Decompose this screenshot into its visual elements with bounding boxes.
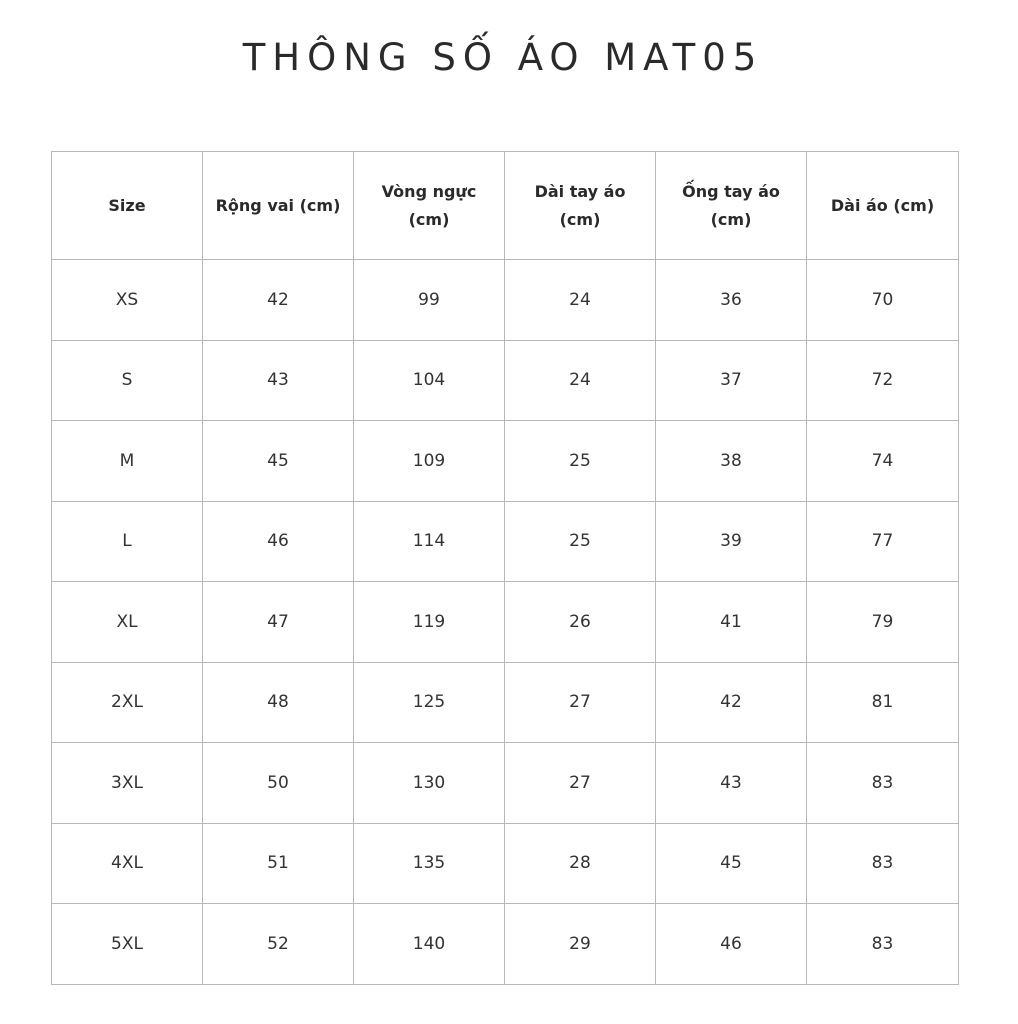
size-chart-table <box>51 151 959 985</box>
cell-shoulder-width: 50 <box>203 743 354 824</box>
table-row <box>52 340 959 421</box>
cell-shirt-length: 81 <box>807 662 959 743</box>
cell-sleeve-length: 26 <box>505 582 656 663</box>
table-row <box>52 421 959 502</box>
cell-chest: 125 <box>354 662 505 743</box>
cell-shoulder-width: 48 <box>203 662 354 743</box>
cell-chest: 114 <box>354 501 505 582</box>
cell-chest: 140 <box>354 904 505 985</box>
cell-shirt-length: 77 <box>807 501 959 582</box>
table-row <box>52 904 959 985</box>
header-shoulder-width-label: Rộng vai (cm) <box>215 195 341 215</box>
cell-size: L <box>52 501 203 582</box>
cell-sleeve-opening: 39 <box>656 501 807 582</box>
cell-shirt-length: 79 <box>807 582 959 663</box>
cell-chest: 99 <box>354 260 505 341</box>
cell-sleeve-opening: 45 <box>656 823 807 904</box>
cell-sleeve-length: 28 <box>505 823 656 904</box>
header-sleeve-length-label: Dài tay áo <box>534 181 626 201</box>
cell-sleeve-opening: 43 <box>656 743 807 824</box>
cell-sleeve-length: 24 <box>505 260 656 341</box>
cell-chest: 135 <box>354 823 505 904</box>
cell-shirt-length: 83 <box>807 823 959 904</box>
cell-size: M <box>52 421 203 502</box>
cell-shoulder-width: 45 <box>203 421 354 502</box>
header-chest-label: Vòng ngực <box>381 181 477 201</box>
cell-chest: 109 <box>354 421 505 502</box>
cell-size: XL <box>52 582 203 663</box>
cell-sleeve-opening: 42 <box>656 662 807 743</box>
page-title: THÔNG SỐ ÁO MAT05 <box>242 36 764 79</box>
header-shirt-length <box>807 152 959 260</box>
cell-sleeve-opening: 41 <box>656 582 807 663</box>
cell-shoulder-width: 46 <box>203 501 354 582</box>
table-row <box>52 501 959 582</box>
header-sleeve-length <box>505 152 656 260</box>
header-sleeve-opening-label: Ống tay áo <box>682 181 780 201</box>
cell-sleeve-opening: 36 <box>656 260 807 341</box>
cell-size: 5XL <box>52 904 203 985</box>
cell-sleeve-opening: 46 <box>656 904 807 985</box>
cell-sleeve-opening: 38 <box>656 421 807 502</box>
header-chest-unit: (cm) <box>408 209 450 229</box>
cell-size: S <box>52 340 203 421</box>
header-chest <box>354 152 505 260</box>
cell-sleeve-length: 24 <box>505 340 656 421</box>
cell-sleeve-opening: 37 <box>656 340 807 421</box>
cell-shirt-length: 83 <box>807 904 959 985</box>
header-size <box>52 152 203 260</box>
header-size-label: Size <box>108 195 146 215</box>
cell-sleeve-length: 29 <box>505 904 656 985</box>
cell-sleeve-length: 25 <box>505 501 656 582</box>
header-shoulder-width <box>203 152 354 260</box>
cell-size: 4XL <box>52 823 203 904</box>
cell-size: 2XL <box>52 662 203 743</box>
table-row <box>52 823 959 904</box>
cell-shirt-length: 83 <box>807 743 959 824</box>
header-sleeve-opening <box>656 152 807 260</box>
cell-shoulder-width: 47 <box>203 582 354 663</box>
cell-shoulder-width: 51 <box>203 823 354 904</box>
table-row <box>52 662 959 743</box>
header-sleeve-opening-unit: (cm) <box>710 209 752 229</box>
header-shirt-length-label: Dài áo (cm) <box>830 195 935 215</box>
cell-chest: 130 <box>354 743 505 824</box>
cell-shirt-length: 74 <box>807 421 959 502</box>
table-row <box>52 582 959 663</box>
table-header-row <box>52 152 959 260</box>
cell-sleeve-length: 27 <box>505 662 656 743</box>
cell-chest: 104 <box>354 340 505 421</box>
cell-size: XS <box>52 260 203 341</box>
table-row <box>52 743 959 824</box>
cell-chest: 119 <box>354 582 505 663</box>
cell-shoulder-width: 42 <box>203 260 354 341</box>
header-sleeve-length-unit: (cm) <box>559 209 601 229</box>
cell-shirt-length: 72 <box>807 340 959 421</box>
cell-size: 3XL <box>52 743 203 824</box>
cell-sleeve-length: 25 <box>505 421 656 502</box>
cell-shoulder-width: 43 <box>203 340 354 421</box>
table-row <box>52 260 959 341</box>
cell-sleeve-length: 27 <box>505 743 656 824</box>
cell-shirt-length: 70 <box>807 260 959 341</box>
cell-shoulder-width: 52 <box>203 904 354 985</box>
